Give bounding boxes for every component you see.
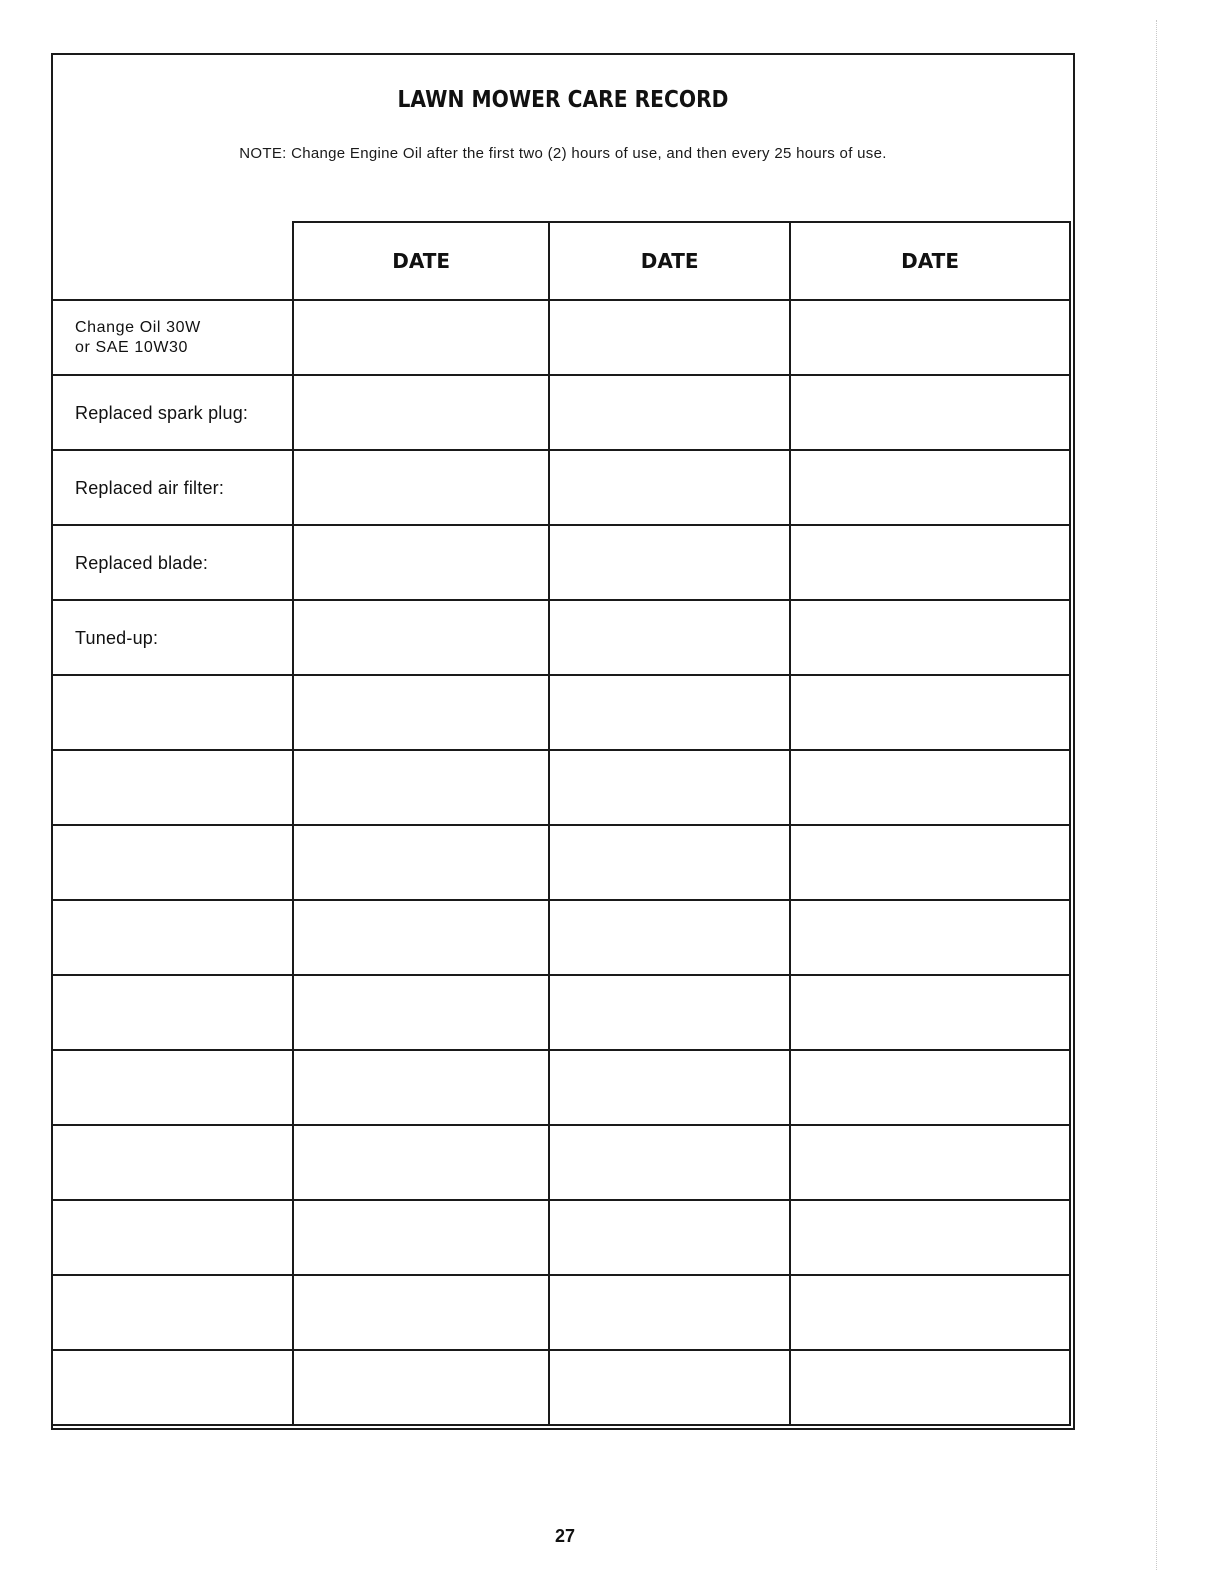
date-cell[interactable]: [790, 1350, 1070, 1425]
table-row: [52, 525, 1070, 600]
table-row: [52, 1125, 1070, 1200]
table-row: [52, 1200, 1070, 1275]
row-label: [52, 1200, 293, 1275]
date-cell[interactable]: [293, 300, 549, 375]
date-cell[interactable]: [790, 750, 1070, 825]
row-label: [52, 675, 293, 750]
date-cell[interactable]: [790, 375, 1070, 450]
page-edge-line: [1156, 20, 1157, 1570]
date-cell[interactable]: [790, 1050, 1070, 1125]
date-cell[interactable]: [549, 300, 790, 375]
form-title: LAWN MOWER CARE RECORD: [397, 87, 729, 113]
date-cell[interactable]: [549, 1125, 790, 1200]
date-cell[interactable]: [293, 1050, 549, 1125]
header-corner-cell: [52, 222, 293, 300]
date-cell[interactable]: [549, 525, 790, 600]
date-cell[interactable]: [790, 600, 1070, 675]
care-record-form: [51, 53, 1075, 1430]
column-header-date-3: DATE: [790, 222, 1070, 300]
row-label: Tuned-up:: [52, 600, 293, 675]
row-label: [52, 900, 293, 975]
date-cell[interactable]: [293, 975, 549, 1050]
date-cell[interactable]: [549, 900, 790, 975]
date-cell[interactable]: [790, 525, 1070, 600]
row-label: [52, 1050, 293, 1125]
date-cell[interactable]: [293, 675, 549, 750]
row-label-line-1: Change Oil 30W: [75, 318, 201, 336]
table-row: [52, 1050, 1070, 1125]
date-cell[interactable]: [293, 450, 549, 525]
date-cell[interactable]: [549, 750, 790, 825]
row-label: Replaced spark plug:: [52, 375, 293, 450]
date-cell[interactable]: [293, 1350, 549, 1425]
row-label: [52, 1275, 293, 1350]
table-row: [52, 600, 1070, 675]
date-cell[interactable]: [293, 1125, 549, 1200]
date-cell[interactable]: [293, 825, 549, 900]
table-row: [52, 1275, 1070, 1350]
table-row: [52, 375, 1070, 450]
row-label-line-2: or SAE 10W30: [75, 338, 189, 356]
date-cell[interactable]: [790, 300, 1070, 375]
date-cell[interactable]: [293, 375, 549, 450]
date-cell[interactable]: [790, 825, 1070, 900]
row-label: [52, 750, 293, 825]
date-cell[interactable]: [549, 975, 790, 1050]
date-cell[interactable]: [549, 450, 790, 525]
date-cell[interactable]: [293, 600, 549, 675]
oil-change-note: NOTE: Change Engine Oil after the first two (2) hours of use, and then every 25 hours of use.: [239, 145, 887, 162]
table-row: [52, 750, 1070, 825]
date-cell[interactable]: [293, 1200, 549, 1275]
row-label: [52, 1350, 293, 1425]
date-cell[interactable]: [549, 1350, 790, 1425]
date-cell[interactable]: [293, 750, 549, 825]
table-row: [52, 450, 1070, 525]
date-cell[interactable]: [790, 1275, 1070, 1350]
date-cell[interactable]: [790, 975, 1070, 1050]
table-row: [52, 300, 1070, 375]
date-cell[interactable]: [293, 1275, 549, 1350]
row-label: [52, 975, 293, 1050]
date-cell[interactable]: [549, 1050, 790, 1125]
row-label: Replaced blade:: [52, 525, 293, 600]
date-cell[interactable]: [549, 600, 790, 675]
date-cell[interactable]: [790, 1125, 1070, 1200]
table-row: [52, 675, 1070, 750]
date-cell[interactable]: [790, 1200, 1070, 1275]
date-cell[interactable]: [293, 900, 549, 975]
row-label: [52, 1125, 293, 1200]
date-cell[interactable]: [549, 675, 790, 750]
column-header-date-2: DATE: [549, 222, 790, 300]
date-cell[interactable]: [549, 375, 790, 450]
care-record-table: [51, 221, 1071, 1426]
date-cell[interactable]: [549, 825, 790, 900]
date-cell[interactable]: [790, 675, 1070, 750]
table-row: [52, 825, 1070, 900]
date-cell[interactable]: [549, 1200, 790, 1275]
table-row: [52, 1350, 1070, 1425]
column-header-date-1: DATE: [293, 222, 549, 300]
date-cell[interactable]: [790, 450, 1070, 525]
date-cell[interactable]: [293, 525, 549, 600]
table-row: [52, 900, 1070, 975]
row-label: [52, 300, 293, 375]
date-cell[interactable]: [549, 1275, 790, 1350]
table-header-row: [52, 222, 1070, 300]
table-row: [52, 975, 1070, 1050]
row-label: Replaced air filter:: [52, 450, 293, 525]
page-number: 27: [554, 1526, 576, 1546]
date-cell[interactable]: [790, 900, 1070, 975]
row-label: [52, 825, 293, 900]
